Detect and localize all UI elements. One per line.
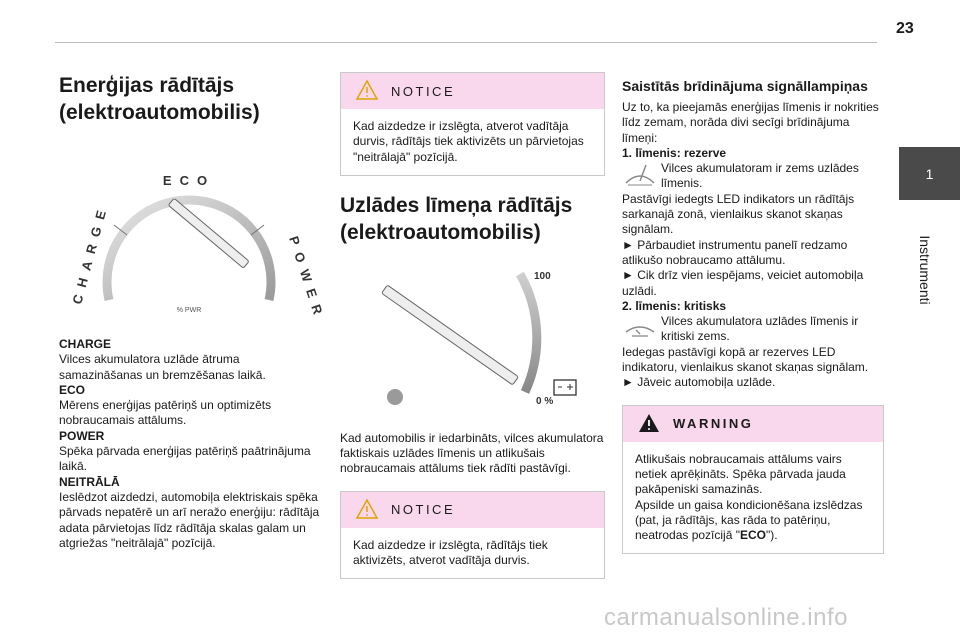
notice-label-1: NOTICE bbox=[391, 83, 456, 99]
right-column bbox=[622, 78, 884, 554]
warning-box bbox=[622, 405, 884, 555]
term-eco: ECO bbox=[59, 382, 86, 397]
header-rule bbox=[55, 42, 877, 43]
term-charge-text: Vilces akumulatora uzlāde ātruma samazināšanas un bremzēšanas laikā. bbox=[59, 352, 266, 382]
level2-bullet-1: ► Jāveic automobiļa uzlāde. bbox=[622, 375, 776, 390]
notice-box-1 bbox=[340, 72, 605, 176]
level1-bullet-1: ► Pārbaudiet instrumentu panelī redzamo atlikušo nobraucamo attālumu. bbox=[622, 237, 848, 267]
level1-text: Pastāvīgi iedegts LED indikators un rādītājs sarkanajā zonā, vienlaikus skanot skaņas signālam. bbox=[622, 191, 855, 237]
warning-text-2-pre: Apsilde un gaisa kondicionēšana izslēdzas (pat, ja rādītājs, kas rāda to patēriņu, neatrodas pozīcijā " bbox=[635, 497, 863, 543]
reserve-warning-lamp-icon bbox=[622, 161, 658, 189]
warning-lamps-intro: Uz to, ka pieejamās enerģijas līmenis ir nokrities līdz zemam, norāda divi secīgi brīdinājuma līmeņi: bbox=[622, 100, 879, 145]
gauge-min-label: 0 % bbox=[536, 395, 554, 407]
charge-level-title: Uzlādes līmeņa rādītājs (elektroautomobilis) bbox=[340, 193, 573, 244]
notice-header-2 bbox=[341, 492, 604, 528]
watermark: carmanualsonline.info bbox=[604, 604, 848, 631]
term-charge: CHARGE bbox=[59, 337, 112, 351]
level1-heading: 1. līmenis: rezerve bbox=[622, 145, 727, 160]
middle-column bbox=[340, 72, 605, 579]
term-eco-text: Mērens enerģijas patēriņš un optimizēts nobraucamais attālums. bbox=[59, 398, 272, 428]
caution-triangle-icon bbox=[355, 498, 379, 520]
gauge-eco-label: ECO bbox=[162, 173, 216, 188]
warning-text-2 bbox=[635, 498, 871, 544]
chapter-tab[interactable]: 1 bbox=[899, 147, 960, 200]
level1-icon-text: Vilces akumulatoram ir zems uzlādes līmenis. bbox=[661, 161, 859, 191]
battery-icon bbox=[554, 380, 576, 395]
left-column bbox=[59, 72, 328, 551]
notice-header-1 bbox=[341, 73, 604, 109]
gauge-max-label: 100 bbox=[534, 270, 551, 282]
term-neutral-text: Ieslēdzot aizdedzi, automobiļa elektriskais spēka pārvads nepatērē un arī neražo enerģiju: rādītāja adata pārvietojas līdz rādītāja skalas galam un atgriežas "neitrālajā" pozīcijā. bbox=[59, 489, 320, 550]
level2-heading: 2. līmenis: kritisks bbox=[622, 298, 727, 313]
notice-text-1: Kad aizdedze ir izslēgta, atverot vadītāja durvis, rādītājs tiek aktivizēts un pārvietojas "neitrālajā" pozīcijā. bbox=[353, 119, 584, 164]
level1-row bbox=[622, 161, 884, 192]
chapter-label bbox=[905, 205, 945, 335]
level2-row bbox=[622, 314, 884, 345]
notice-label-2: NOTICE bbox=[391, 502, 456, 518]
warning-triangle-icon bbox=[637, 412, 661, 434]
gauge-charge-label: CHARGE bbox=[69, 201, 111, 306]
notice-box-2 bbox=[340, 491, 605, 580]
energy-terms bbox=[59, 337, 321, 551]
gauge-pwr-label: % PWR bbox=[176, 307, 202, 314]
caution-triangle-icon bbox=[355, 79, 379, 101]
critical-charge-lamp-icon bbox=[622, 314, 658, 342]
term-power: POWER bbox=[59, 428, 105, 443]
term-neutral: NEITRĀLĀ bbox=[59, 474, 120, 489]
level2-icon-text: Vilces akumulatora uzlādes līmenis ir kritiski zems. bbox=[661, 314, 859, 344]
term-power-text: Spēka pārvada enerģijas patēriņš paātrinājuma laikā. bbox=[59, 444, 311, 474]
page-number: 23 bbox=[896, 20, 914, 37]
warning-label: WARNING bbox=[673, 416, 754, 432]
warning-header bbox=[623, 406, 883, 442]
charge-level-gauge-illustration bbox=[340, 252, 605, 422]
energy-indicator-title: Enerģijas rādītājs (elektroautomobilis) bbox=[59, 74, 260, 124]
warning-text-1: Atlikušais nobraucamais attālums vairs netiek aprēķināts. Spēka pārvada jauda pakāpeniski samazinās. bbox=[635, 451, 846, 497]
warning-text-2-eco: ECO bbox=[740, 528, 767, 543]
level2-text: Iedegas pastāvīgi kopā ar rezerves LED indikatoru, vienlaikus skanot skaņas signālam. bbox=[622, 344, 869, 375]
level1-bullet-2: ► Cik drīz vien iespējams, veiciet automobiļa uzlādi. bbox=[622, 268, 864, 298]
warning-text-2-post: "). bbox=[766, 528, 778, 543]
warning-body bbox=[623, 442, 883, 554]
notice-text-2: Kad aizdedze ir izslēgta, rādītājs tiek aktivizēts, atverot vadītāja durvis. bbox=[353, 537, 548, 568]
chapter-label-text: Instrumenti bbox=[917, 235, 933, 305]
energy-gauge-illustration bbox=[59, 130, 328, 330]
warning-lamps-title: Saistītās brīdinājuma signāllampiņas bbox=[622, 78, 868, 94]
gauge-power-label: POWER bbox=[286, 234, 328, 324]
charge-level-paragraph: Kad automobilis ir iedarbināts, vilces akumulatora faktiskais uzlādes līmenis un atlikušais nobraucamais attālums tiek rādīti pastāvīgi. bbox=[340, 430, 604, 476]
